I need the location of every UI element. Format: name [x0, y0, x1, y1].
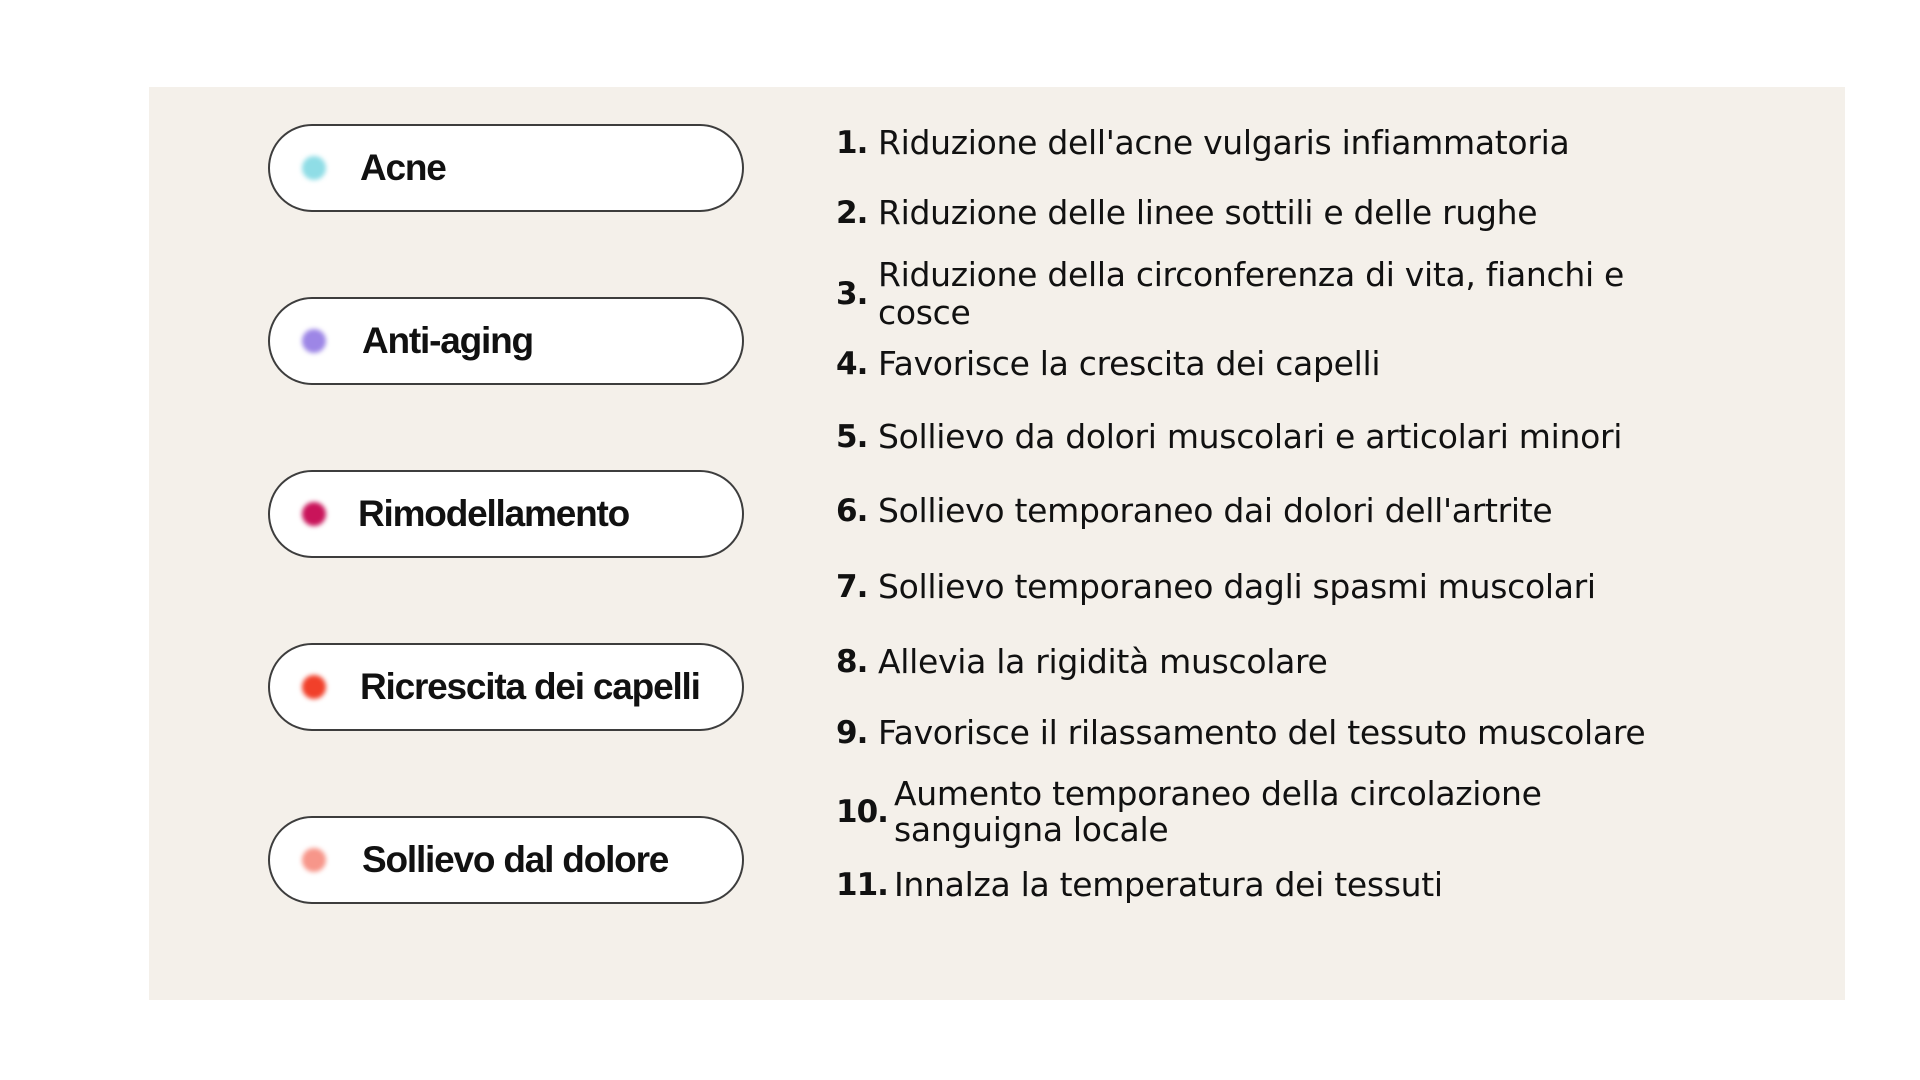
category-pill-acne: [268, 124, 744, 212]
list-number: 6.: [836, 493, 868, 529]
list-item: [836, 124, 1569, 162]
list-item: [836, 866, 1443, 904]
category-pill-rimodellamento: [268, 470, 744, 558]
list-item: [836, 492, 1552, 530]
category-label: Ricrescita dei capelli: [360, 666, 700, 707]
list-text: Riduzione delle linee sottili e delle rughe: [878, 193, 1538, 232]
list-item: [836, 256, 1658, 332]
list-item: [836, 714, 1645, 752]
list-text: Riduzione dell'acne vulgaris infiammatoria: [878, 123, 1570, 162]
list-text: Sollievo da dolori muscolari e articolari minori: [878, 417, 1623, 456]
ricrescita-dot-icon: [302, 675, 326, 699]
list-item: [836, 194, 1537, 232]
list-item: [836, 643, 1328, 681]
list-number: 5.: [836, 419, 868, 455]
list-text: Favorisce la crescita dei capelli: [878, 344, 1381, 383]
list-number: 8.: [836, 644, 868, 680]
list-number: 11.: [836, 867, 888, 903]
category-pill-sollievo: [268, 816, 744, 904]
list-text: Aumento temporaneo della circolazione sanguigna locale: [894, 774, 1542, 849]
acne-dot-icon: [302, 156, 326, 180]
list-text: Sollievo temporaneo dagli spasmi muscolari: [878, 567, 1596, 606]
anti-aging-dot-icon: [302, 329, 326, 353]
category-pill-anti-aging: [268, 297, 744, 385]
list-number: 3.: [836, 276, 868, 312]
list-number: 9.: [836, 715, 868, 751]
rimodellamento-dot-icon: [302, 502, 326, 526]
list-item: [836, 776, 1694, 848]
list-text: Allevia la rigidità muscolare: [878, 642, 1328, 681]
category-label: Rimodellamento: [358, 493, 630, 534]
list-number: 7.: [836, 569, 868, 605]
list-item: [836, 418, 1622, 456]
sollievo-dot-icon: [302, 848, 326, 872]
category-label: Anti-aging: [362, 320, 533, 361]
category-label: Acne: [360, 147, 446, 188]
list-number: 4.: [836, 346, 868, 382]
list-number: 1.: [836, 125, 868, 161]
list-text: Favorisce il rilassamento del tessuto muscolare: [878, 713, 1646, 752]
category-pill-ricrescita: [268, 643, 744, 731]
list-text: Innalza la temperatura dei tessuti: [894, 865, 1443, 904]
list-text: Riduzione della circonferenza di vita, fianchi e cosce: [878, 255, 1625, 332]
category-label: Sollievo dal dolore: [362, 839, 669, 880]
list-item: [836, 345, 1380, 383]
list-number: 10.: [836, 794, 888, 830]
list-item: [836, 568, 1596, 606]
list-text: Sollievo temporaneo dai dolori dell'artrite: [878, 491, 1553, 530]
list-number: 2.: [836, 195, 868, 231]
